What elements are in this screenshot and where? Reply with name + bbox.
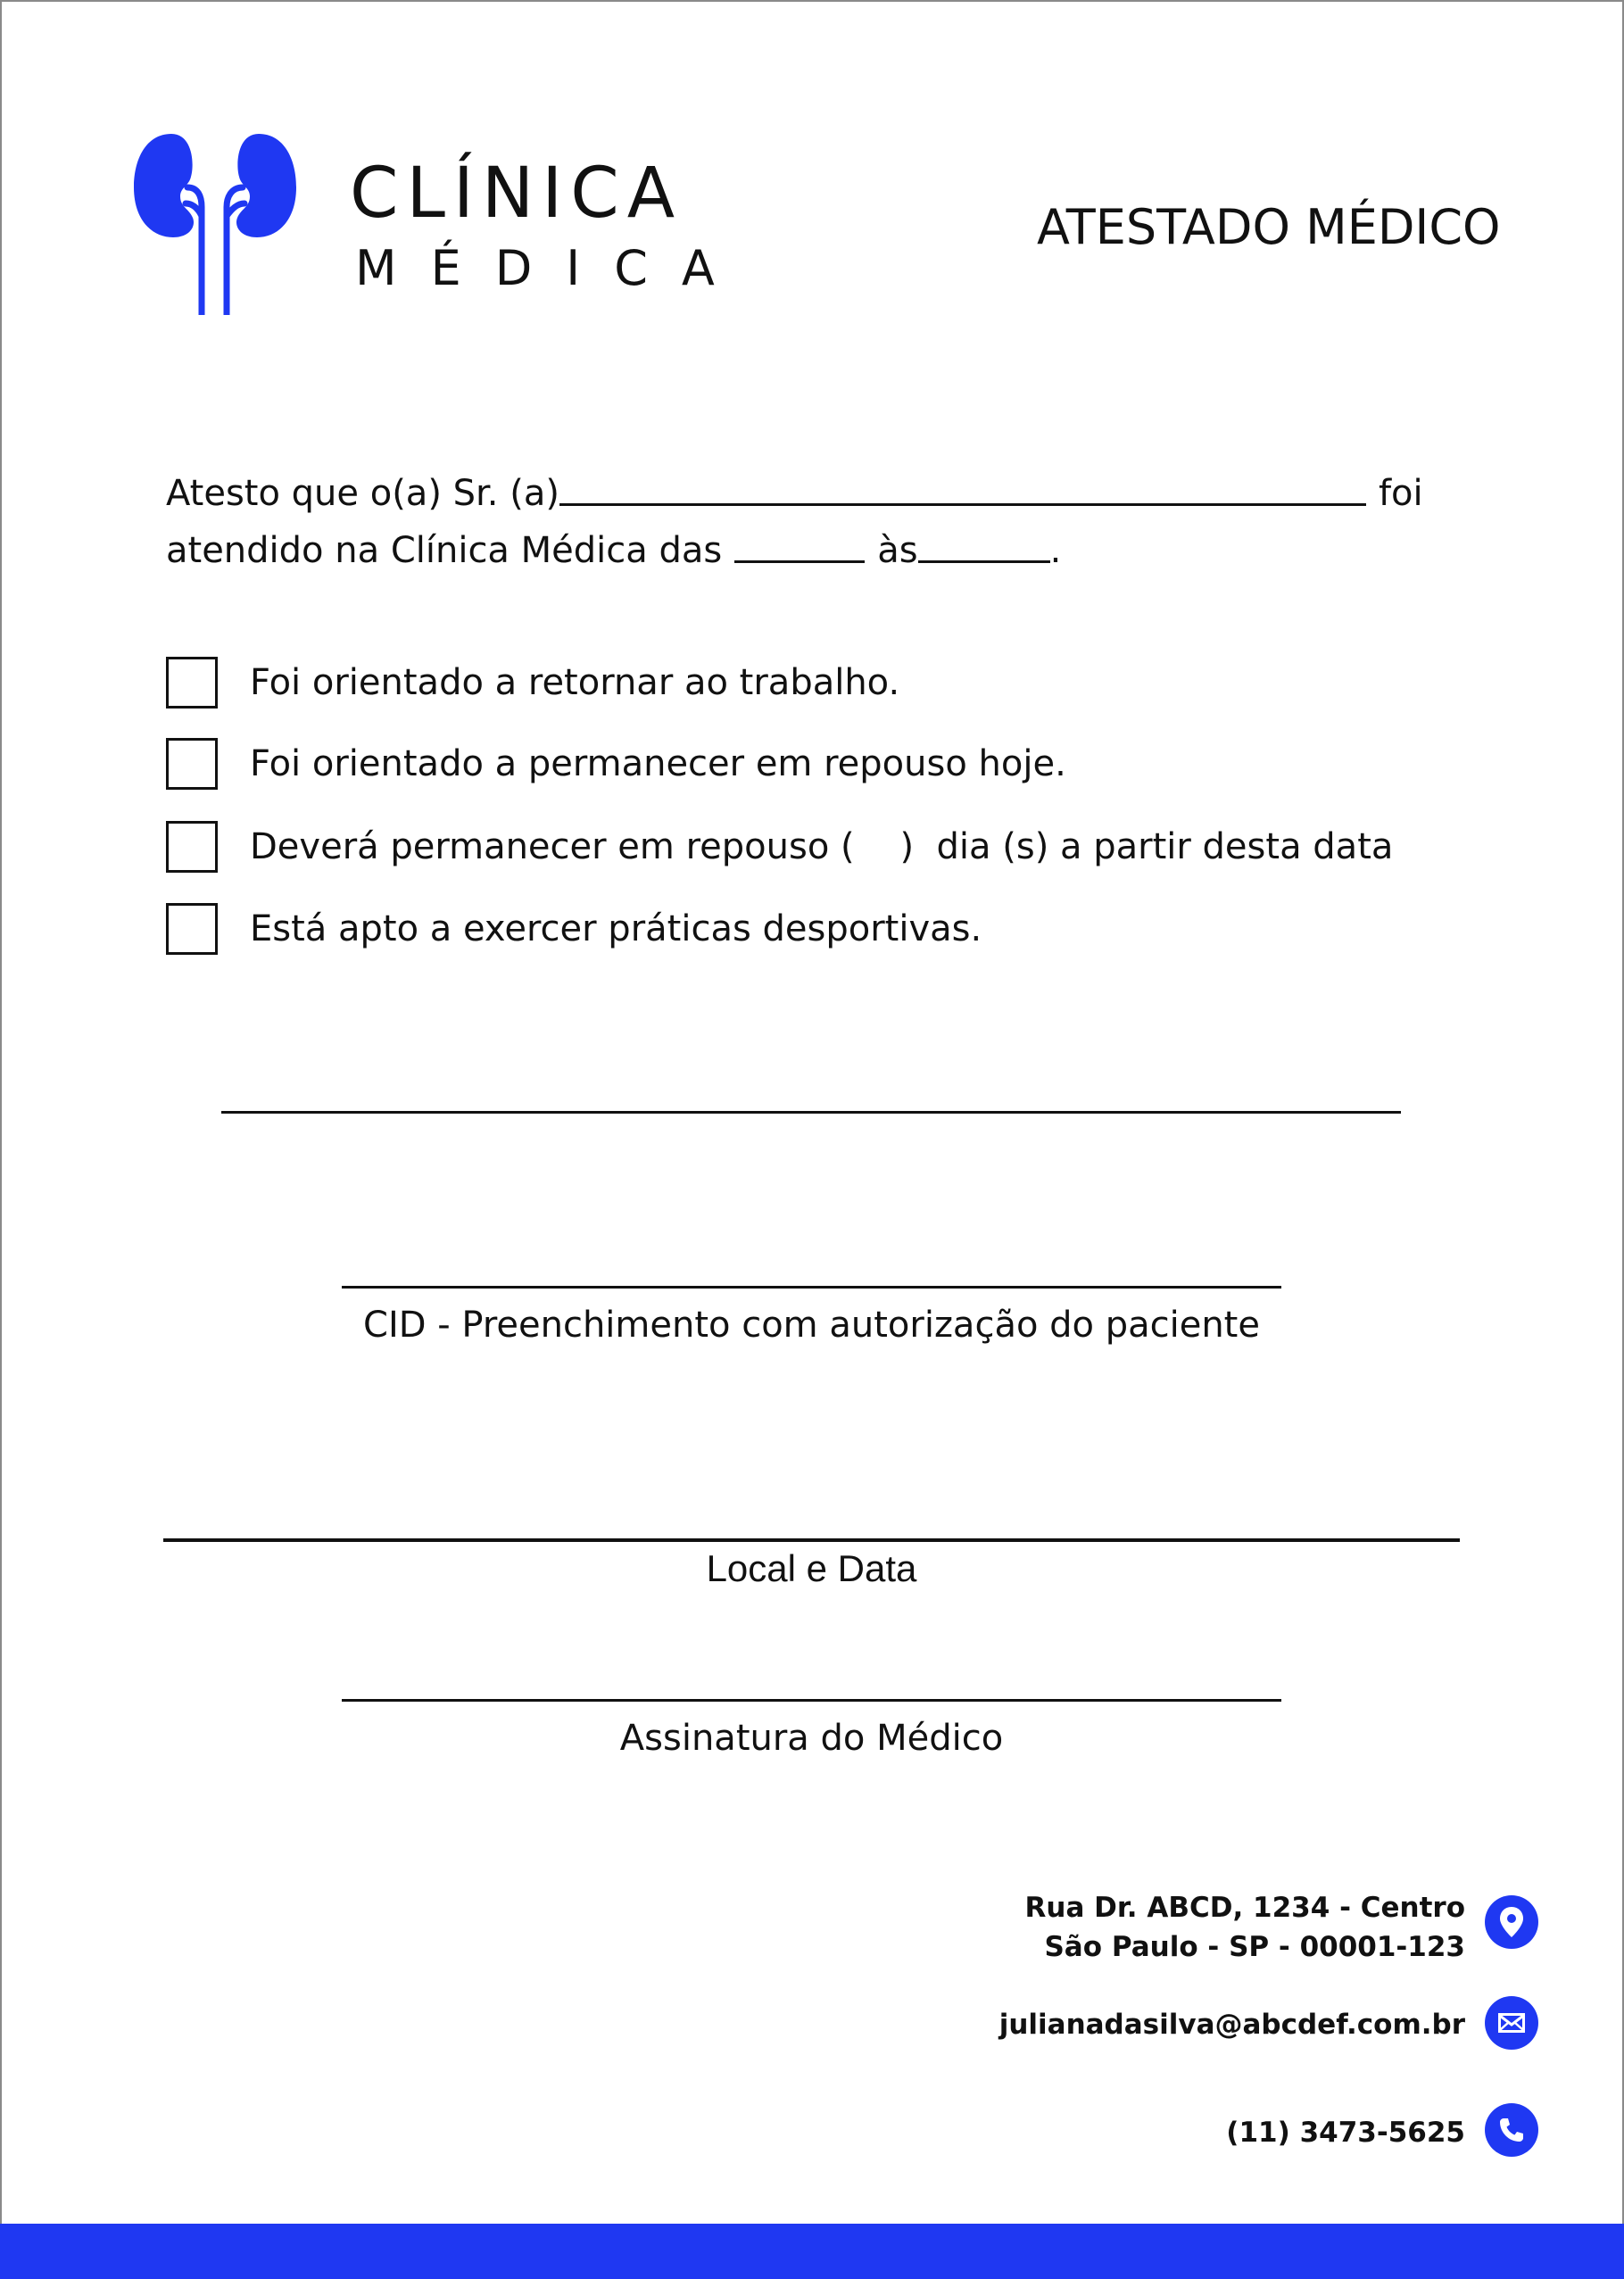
statement-line-1 xyxy=(166,473,1423,514)
location-pin-icon xyxy=(1485,1895,1538,1949)
email[interactable]: julianadasilva@abcdef.com.br xyxy=(998,2009,1465,2041)
document-title: ATESTADO MÉDICO xyxy=(1037,199,1501,255)
option-label: Foi orientado a retornar ao trabalho. xyxy=(250,662,900,703)
statement-text-5: . xyxy=(1049,530,1062,571)
footer-bar xyxy=(0,2224,1624,2279)
option-return-to-work[interactable] xyxy=(166,655,899,710)
statement-text-4: às xyxy=(877,530,918,571)
place-date-line[interactable] xyxy=(163,1538,1460,1542)
statement-line-2 xyxy=(166,530,1062,571)
checkbox[interactable] xyxy=(166,738,218,790)
notes-line[interactable] xyxy=(221,1111,1401,1114)
brand-name-line1: CLÍNICA xyxy=(350,153,684,234)
option-rest-today[interactable] xyxy=(166,736,1066,791)
statement-text-2: foi xyxy=(1378,473,1423,514)
signature-line[interactable] xyxy=(342,1699,1281,1702)
cid-caption: CID - Preenchimento com autorização do paciente xyxy=(363,1305,1260,1346)
address-line-2: São Paulo - SP - 00001-123 xyxy=(1044,1931,1465,1963)
option-rest-days[interactable] xyxy=(166,819,1393,874)
address xyxy=(1025,1888,1465,1967)
phone[interactable]: (11) 3473-5625 xyxy=(1226,2117,1465,2149)
statement-text-3: atendido na Clínica Médica das xyxy=(166,530,723,571)
time-start-blank[interactable] xyxy=(734,559,865,563)
checkbox[interactable] xyxy=(166,821,218,873)
brand-name-line2: MÉDICA xyxy=(355,240,749,296)
cid-line[interactable] xyxy=(342,1286,1281,1289)
place-date-caption: Local e Data xyxy=(706,1547,917,1589)
statement-text-1: Atesto que o(a) Sr. (a) xyxy=(166,473,559,514)
option-label: Foi orientado a permanecer em repouso hoje. xyxy=(250,743,1066,784)
envelope-icon xyxy=(1485,1996,1538,2050)
patient-name-blank[interactable] xyxy=(559,502,1366,506)
signature-caption: Assinatura do Médico xyxy=(619,1718,1004,1759)
option-sports-fit[interactable] xyxy=(166,901,982,957)
address-line-1: Rua Dr. ABCD, 1234 - Centro xyxy=(1024,1892,1465,1924)
checkbox[interactable] xyxy=(166,657,218,709)
phone-icon xyxy=(1485,2103,1538,2157)
checkbox[interactable] xyxy=(166,903,218,955)
option-label: Deverá permanecer em repouso ( ) dia (s) a partir desta data xyxy=(250,826,1394,867)
option-label: Está apto a exercer práticas desportivas. xyxy=(250,908,982,949)
time-end-blank[interactable] xyxy=(918,559,1050,563)
kidneys-icon xyxy=(134,132,296,315)
